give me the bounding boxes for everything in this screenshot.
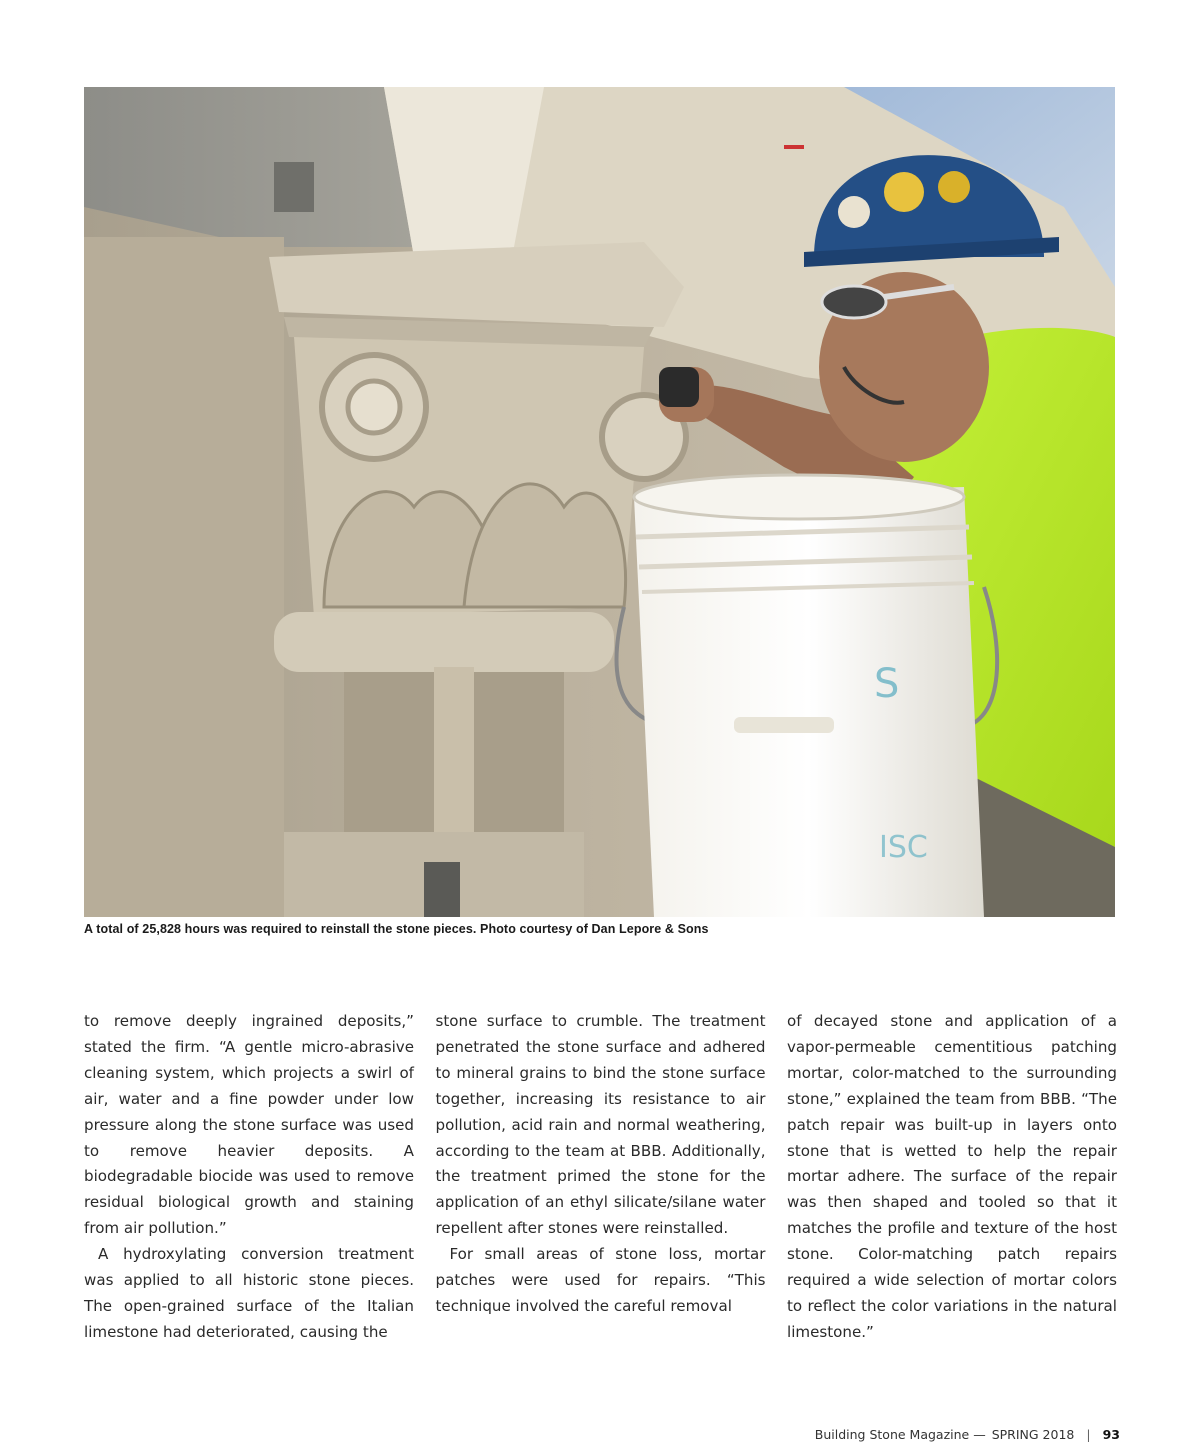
footer-separator: | — [1086, 1426, 1091, 1442]
magazine-name: Building Stone Magazine — — [814, 1426, 986, 1442]
issue-label: SPRING 2018 — [991, 1426, 1075, 1442]
svg-text:ISC: ISC — [879, 830, 928, 865]
article-photo — [84, 87, 1115, 917]
photo-caption: A total of 25,828 hours was required to reinstall the stone pieces. Photo courtesy of Dan Lepore & Sons — [84, 922, 709, 936]
stonework-photo-illustration — [84, 87, 1115, 917]
article-column-2 — [436, 1009, 766, 1349]
article-body — [84, 1009, 1117, 1349]
paragraph: A hydroxylating conversion treatment was applied to all historic stone pieces. The open-grained surface of the Italian limestone had deteriorated, causing the — [84, 1245, 414, 1341]
article-column-3 — [787, 1009, 1117, 1349]
svg-text:S: S — [874, 661, 900, 707]
article-column-1 — [84, 1009, 414, 1349]
page-footer — [815, 1425, 1120, 1443]
paragraph: For small areas of stone loss, mortar patches were used for repairs. “This technique involved the careful removal — [435, 1245, 766, 1315]
paragraph: to remove deeply ingrained deposits,” stated the firm. “A gentle micro-abrasive cleaning system, which projects a swirl of air, water and a fine powder under low pressure along the stone surface was used to remove heavier deposits. A biodegradable biocide was used to remove residual biological growth and staining from air pollution.” — [84, 1012, 414, 1238]
paragraph: of decayed stone and application of a vapor-permeable cementitious patching mortar, color-matched to the surrounding stone,” explained the team from BBB. “The patch repair was built-up in layers onto stone that is wetted to help the repair mortar adhere. The surface of the repair was then shaped and tooled so that it matches the profile and texture of the host stone. Color-matching patch repairs required a wide selection of mortar colors to reflect the color variations in the natural limestone.” — [787, 1012, 1117, 1341]
paragraph: stone surface to crumble. The treatment penetrated the stone surface and adhered to mineral grains to bind the stone surface together, increasing its resistance to air pollution, acid rain and normal weathering, according to the team at BBB. Additionally, the treatment primed the stone for the application of an ethyl silicate/silane water repellent after stones were reinstalled. — [435, 1012, 766, 1238]
page-number: 93 — [1102, 1426, 1120, 1442]
